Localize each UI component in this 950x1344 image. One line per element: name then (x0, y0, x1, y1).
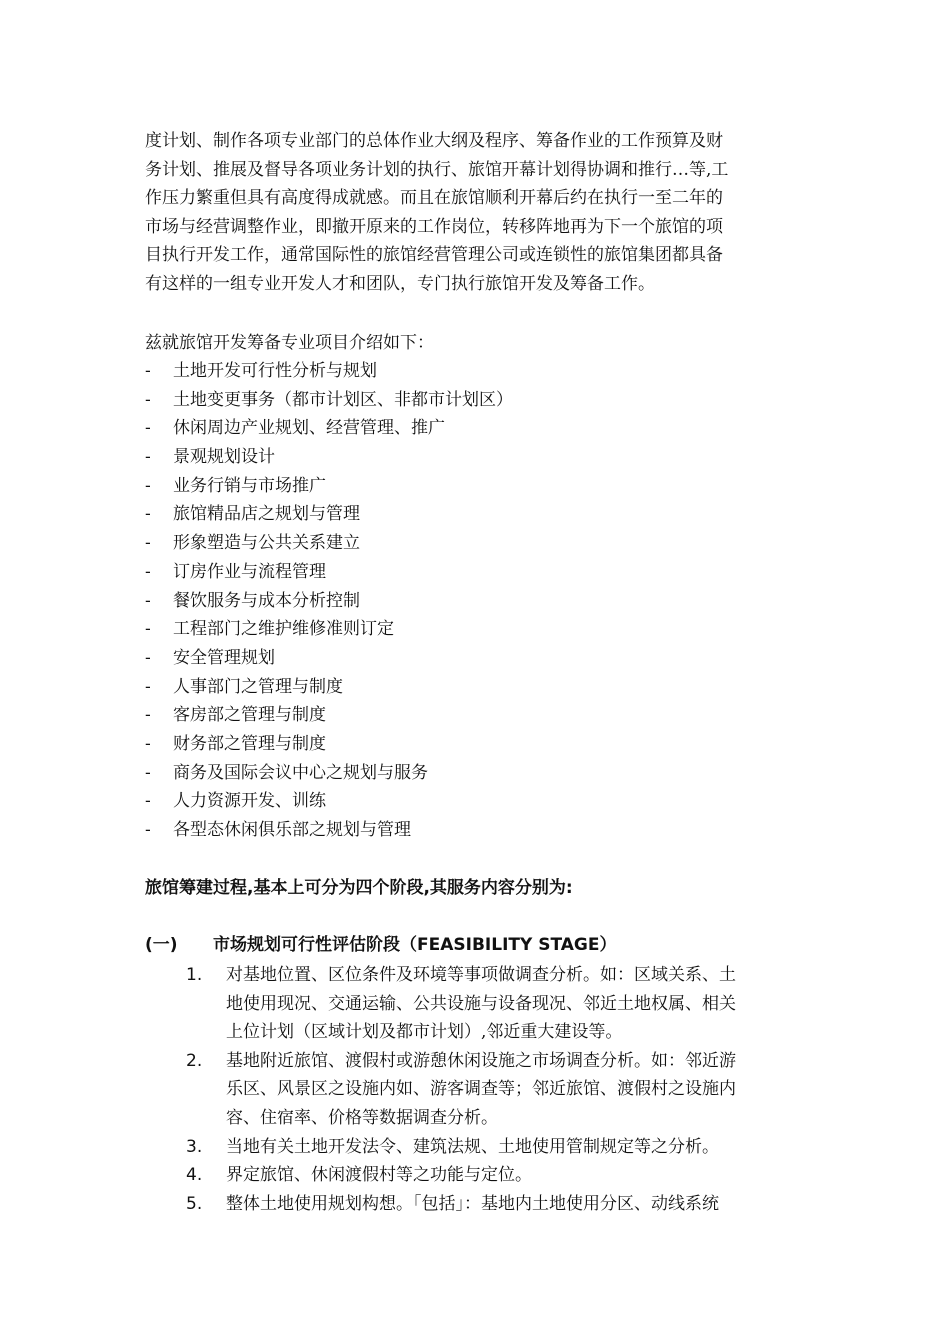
bullet-dash: - (145, 475, 151, 496)
list-item-text: 景观规划设计 (173, 447, 275, 468)
item-text-line: 基地附近旅馆、渡假村或游憩休闲设施之市场调查分析。如：邻近游 (226, 1050, 736, 1071)
list-item-text: 安全管理规划 (173, 647, 275, 668)
item-text-line: 界定旅馆、休闲渡假村等之功能与定位。 (226, 1165, 532, 1186)
list-item (145, 759, 513, 788)
list-item (145, 644, 513, 673)
stages-heading: 旅馆筹建过程,基本上可分为四个阶段,其服务内容分别为: (145, 878, 573, 898)
list-item-text: 工程部门之维护维修准则订定 (173, 619, 394, 640)
intro-line: 有这样的一组专业开发人才和团队，专门执行旅馆开发及筹备工作。 (145, 273, 655, 294)
bullet-dash: - (145, 705, 151, 726)
list-lead-text: 兹就旅馆开发筹备专业项目介绍如下： (145, 333, 434, 353)
intro-line: 市场与经营调整作业，即撤开原来的工作岗位，转移阵地再为下一个旅馆的项 (145, 216, 723, 237)
bullet-dash: - (145, 361, 151, 381)
item-text-line: 上位计划（区域计划及都市计划）,邻近重大建设等。 (226, 1022, 623, 1043)
item-text (226, 961, 736, 1047)
list-item-text: 商务及国际会议中心之规划与服务 (173, 762, 428, 783)
list-item-text: 订房作业与流程管理 (173, 561, 326, 582)
bullet-dash: - (145, 647, 151, 668)
bullet-dash: - (145, 561, 151, 582)
list-item (145, 787, 513, 816)
bullet-dash: - (145, 820, 151, 840)
item-text-line: 地使用现况、交通运输、公共设施与设备现况、邻近土地权属、相关 (226, 993, 736, 1014)
bullet-dash: - (145, 733, 151, 754)
intro-paragraph (145, 127, 815, 299)
item-text (226, 1190, 719, 1219)
item-number: 3. (186, 1136, 203, 1157)
list-item-text: 形象塑造与公共关系建立 (173, 533, 360, 554)
list-item-text: 财务部之管理与制度 (173, 733, 326, 754)
list-item-text: 土地变更事务（都市计划区、非都市计划区） (173, 389, 513, 410)
bullet-dash: - (145, 447, 151, 468)
list-item-text: 客房部之管理与制度 (173, 705, 326, 726)
intro-line: 目执行开发工作，通常国际性的旅馆经营管理公司或连锁性的旅馆集团都具备 (145, 245, 723, 266)
bullet-dash: - (145, 533, 151, 554)
list-item-text: 餐饮服务与成本分析控制 (173, 590, 360, 611)
numbered-item (186, 1047, 826, 1133)
list-item-text: 各型态休闲俱乐部之规划与管理 (173, 820, 411, 840)
item-number: 1. (186, 965, 203, 985)
bullet-dash: - (145, 504, 151, 525)
item-text-line: 乐区、风景区之设施内如、游客调查等；邻近旅馆、渡假村之设施内 (226, 1079, 736, 1100)
bullet-dash: - (145, 791, 151, 812)
list-item (145, 730, 513, 759)
numbered-item (186, 1161, 826, 1190)
list-item (145, 500, 513, 529)
intro-line: 务计划、推展及督导各项业务计划的执行、旅馆开幕计划得协调和推行…等,工 (145, 159, 729, 180)
bullet-dash: - (145, 676, 151, 697)
service-item-list (145, 357, 513, 845)
numbered-step-list (186, 961, 826, 1218)
list-item (145, 615, 513, 644)
list-item (145, 673, 513, 702)
list-item (145, 472, 513, 501)
item-text-line: 整体土地使用规划构想。「包括」：基地内土地使用分区、动线系统 (226, 1193, 719, 1214)
item-text (226, 1047, 736, 1133)
list-item-text: 旅馆精品店之规划与管理 (173, 504, 360, 525)
intro-line: 作压力繁重但具有高度得成就感。而且在旅馆顺利开幕后约在执行一至二年的 (145, 188, 723, 209)
item-number: 2. (186, 1050, 203, 1071)
section-title (145, 931, 616, 959)
section-title-text: 市场规划可行性评估阶段（FEASIBILITY STAGE） (213, 935, 617, 955)
list-item-text: 休闲周边产业规划、经营管理、推广 (173, 418, 445, 439)
intro-line: 度计划、制作各项专业部门的总体作业大纲及程序、筹备作业的工作预算及财 (145, 131, 723, 151)
item-text-line: 对基地位置、区位条件及环境等事项做调查分析。如：区域关系、土 (226, 965, 736, 985)
bullet-dash: - (145, 418, 151, 439)
item-text-line: 当地有关土地开发法令、建筑法规、土地使用管制规定等之分析。 (226, 1136, 719, 1157)
bullet-dash: - (145, 762, 151, 783)
list-item-text: 人力资源开发、训练 (173, 791, 326, 812)
bullet-dash: - (145, 389, 151, 410)
item-text (226, 1133, 719, 1162)
item-number: 4. (186, 1165, 203, 1186)
item-text-line: 容、住宿率、价格等数据调查分析。 (226, 1107, 498, 1128)
item-text (226, 1161, 532, 1190)
list-item-text: 业务行销与市场推广 (173, 475, 326, 496)
list-item-text: 土地开发可行性分析与规划 (173, 361, 377, 381)
section-number: (一) (145, 935, 178, 955)
list-item (145, 558, 513, 587)
numbered-item (186, 1190, 826, 1219)
list-item (145, 816, 513, 845)
numbered-item (186, 1133, 826, 1162)
list-item-text: 人事部门之管理与制度 (173, 676, 343, 697)
item-number: 5. (186, 1193, 203, 1214)
list-item (145, 357, 513, 386)
bullet-dash: - (145, 590, 151, 611)
list-item (145, 529, 513, 558)
list-item (145, 414, 513, 443)
list-item (145, 701, 513, 730)
list-item (145, 587, 513, 616)
bullet-dash: - (145, 619, 151, 640)
numbered-item (186, 961, 826, 1047)
list-item (145, 443, 513, 472)
list-item (145, 386, 513, 415)
